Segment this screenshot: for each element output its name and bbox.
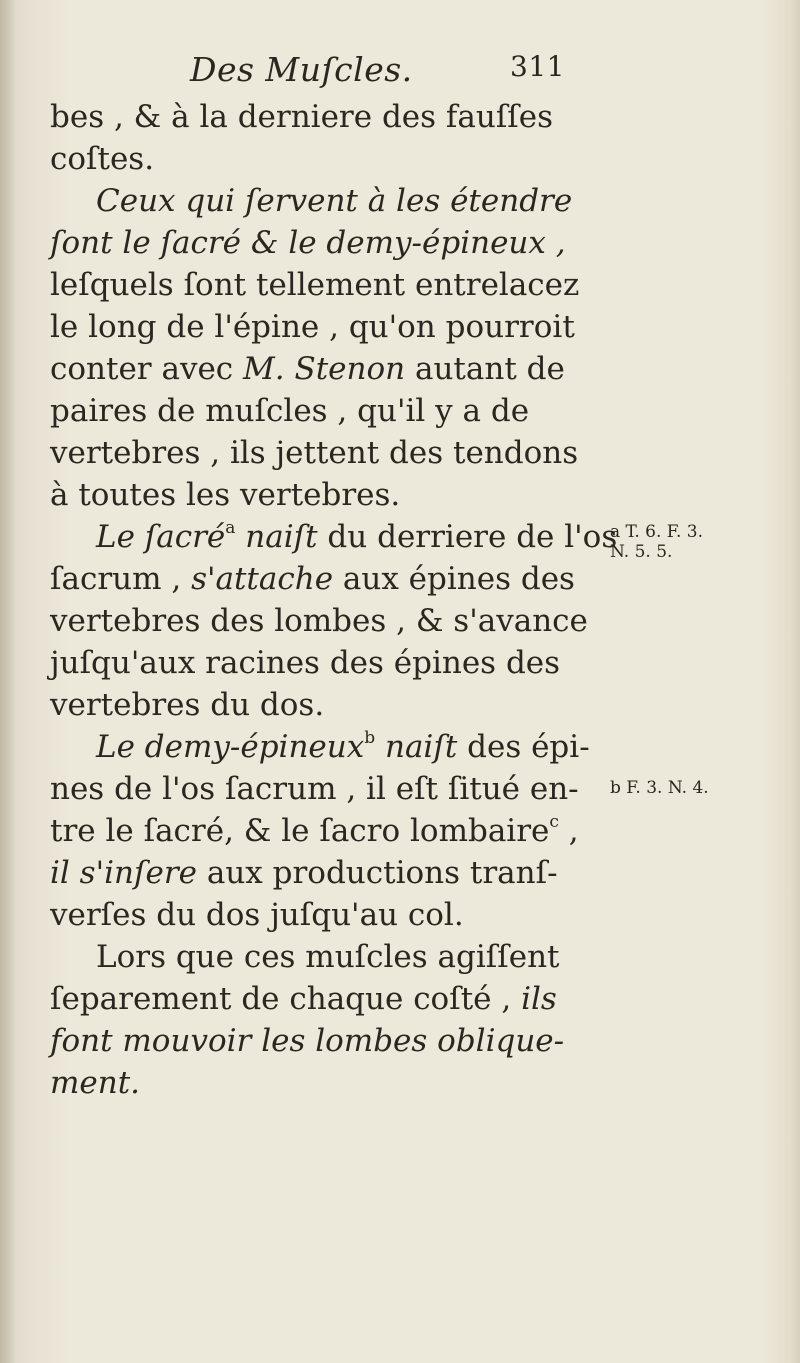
- text-segment: leſquels ſont tellement entrelacez: [50, 267, 580, 303]
- text-segment: aux productions tranſ-: [196, 855, 558, 891]
- page-header: [190, 50, 590, 96]
- margin-note-line: b F. 3. N. 4.: [610, 778, 709, 798]
- text-segment: ils: [521, 981, 557, 1017]
- text-line: [50, 768, 610, 810]
- text-segment: des épi-: [457, 729, 590, 765]
- text-segment: Le ſacré: [96, 519, 226, 555]
- text-segment: ,: [558, 813, 579, 849]
- margin-note-line: N. 5. 5.: [610, 542, 673, 562]
- text-line: [50, 138, 610, 180]
- text-line: [50, 684, 610, 726]
- text-segment: il s'inſere: [50, 855, 197, 891]
- text-segment: ſeparement de chaque coſté ,: [50, 981, 522, 1017]
- text-line: [50, 978, 610, 1020]
- text-segment: bes , & à la derniere des fauſſes: [50, 99, 554, 135]
- text-segment: verſes du dos juſqu'au col.: [50, 897, 464, 933]
- margin-note-a: [610, 522, 703, 562]
- text-segment: conter avec: [50, 351, 244, 387]
- text-segment: vertebres des lombes , & s'avance: [50, 603, 588, 639]
- text-line: [50, 474, 610, 516]
- text-line: [50, 894, 610, 936]
- page-number: 311: [510, 50, 565, 83]
- note-reference: a: [225, 518, 236, 538]
- margin-note-b: [610, 778, 709, 798]
- text-segment: naiſt: [375, 729, 458, 765]
- text-segment: Lors que ces muſcles agiſſent: [96, 939, 560, 975]
- text-segment: le long de l'épine , qu'on pourroit: [50, 309, 575, 345]
- text-line: [50, 180, 610, 222]
- text-line: [50, 390, 610, 432]
- text-line: [50, 264, 610, 306]
- text-line: [50, 600, 610, 642]
- text-line: [50, 810, 610, 852]
- text-segment: juſqu'aux racines des épines des: [50, 645, 561, 681]
- text-segment: à toutes les vertebres.: [50, 477, 401, 513]
- text-line: [50, 1020, 610, 1062]
- text-segment: Ceux qui ſervent à les étendre: [96, 183, 573, 219]
- text-line: [50, 516, 618, 558]
- margin-note-line: a T. 6. F. 3.: [610, 522, 703, 542]
- text-segment: font mouvoir les lombes oblique-: [50, 1023, 565, 1059]
- text-segment: autant de: [405, 351, 565, 387]
- text-line: [50, 348, 610, 390]
- text-segment: du derriere de l'os: [317, 519, 618, 555]
- text-segment: ſacrum ,: [50, 561, 192, 597]
- text-segment: ment.: [50, 1065, 141, 1101]
- text-line: [50, 558, 610, 600]
- text-segment: vertebres , ils jettent des tendons: [50, 435, 579, 471]
- text-segment: M. Stenon: [243, 351, 406, 387]
- text-segment: coſtes.: [50, 141, 155, 177]
- note-reference: b: [364, 728, 376, 748]
- text-segment: s'attache: [191, 561, 334, 597]
- text-line: [50, 222, 610, 264]
- text-segment: vertebres du dos.: [50, 687, 325, 723]
- text-line: [50, 96, 610, 138]
- text-segment: tre le ſacré, & le ſacro lombaire: [50, 813, 550, 849]
- text-line: [50, 726, 610, 768]
- text-line: [50, 1062, 610, 1104]
- text-segment: paires de muſcles , qu'il y a de: [50, 393, 530, 429]
- text-line: [50, 306, 610, 348]
- text-segment: nes de l'os ſacrum , il eſt ſitué en-: [50, 771, 579, 807]
- running-title: Des Muſcles.: [190, 50, 413, 89]
- text-line: [50, 936, 610, 978]
- text-line: [50, 852, 610, 894]
- body-text: [50, 96, 618, 1104]
- text-segment: naiſt: [235, 519, 318, 555]
- text-segment: ſont le ſacré & le demy-épineux ,: [50, 225, 566, 261]
- note-reference: c: [549, 812, 559, 832]
- page-gutter-shadow: [0, 0, 16, 1363]
- text-segment: Le demy-épineux: [96, 729, 365, 765]
- text-line: [50, 432, 610, 474]
- text-line: [50, 642, 610, 684]
- text-segment: aux épines des: [333, 561, 575, 597]
